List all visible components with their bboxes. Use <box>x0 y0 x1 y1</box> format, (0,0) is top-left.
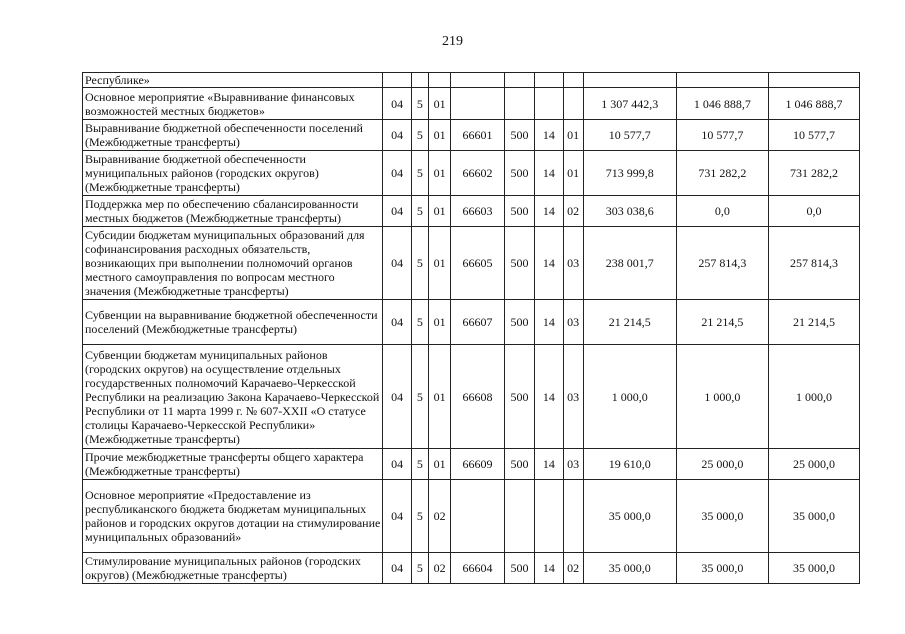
table-cell-expense-type: 500 <box>504 120 534 151</box>
table-cell-subprogram: 02 <box>428 480 450 553</box>
table-cell-program: 5 <box>411 151 428 196</box>
table-cell-direction <box>451 73 505 88</box>
table-cell-direction: 66602 <box>451 151 505 196</box>
table-cell-direction: 66608 <box>451 345 505 449</box>
table-cell-program: 5 <box>411 88 428 120</box>
table-cell-subsection-b <box>563 480 583 553</box>
table-cell-value-3: 257 814,3 <box>768 227 859 300</box>
table-row <box>83 300 860 345</box>
table-cell-direction: 66609 <box>451 449 505 480</box>
table-cell-program: 5 <box>411 449 428 480</box>
table-cell-section: 04 <box>383 345 411 449</box>
table-cell-direction: 66601 <box>451 120 505 151</box>
table-cell-subsection-b <box>563 73 583 88</box>
budget-table <box>82 72 860 584</box>
table-cell-subsection-a: 14 <box>535 151 563 196</box>
table-row <box>83 73 860 88</box>
table-cell-value-1: 1 000,0 <box>583 345 676 449</box>
table-cell-direction: 66605 <box>451 227 505 300</box>
table-row <box>83 151 860 196</box>
table-cell-direction: 66603 <box>451 196 505 227</box>
table-cell-subsection-a <box>535 480 563 553</box>
table-cell-subprogram: 01 <box>428 227 450 300</box>
table-cell-value-3: 25 000,0 <box>768 449 859 480</box>
table-cell-subsection-b <box>563 88 583 120</box>
table-cell-subsection-a: 14 <box>535 449 563 480</box>
table-cell-value-1: 35 000,0 <box>583 553 676 584</box>
table-cell-subsection-b: 03 <box>563 227 583 300</box>
table-cell-section: 04 <box>383 151 411 196</box>
table-cell-value-1 <box>583 73 676 88</box>
table-cell-direction <box>451 480 505 553</box>
table-cell-value-1: 713 999,8 <box>583 151 676 196</box>
table-cell-name: Выравнивание бюджетной обеспеченности муниципальных районов (городских округов) (Межбюджетные трансферты) <box>83 151 383 196</box>
table-row <box>83 345 860 449</box>
table-cell-program: 5 <box>411 480 428 553</box>
table-cell-section: 04 <box>383 300 411 345</box>
table-cell-value-2: 35 000,0 <box>676 553 768 584</box>
table-cell-section: 04 <box>383 480 411 553</box>
table-cell-name: Стимулирование муниципальных районов (городских округов) (Межбюджетные трансферты) <box>83 553 383 584</box>
table-cell-program: 5 <box>411 300 428 345</box>
table-row <box>83 553 860 584</box>
table-cell-subprogram: 01 <box>428 151 450 196</box>
table-cell-name: Субсидии бюджетам муниципальных образований для софинансирования расходных обязательств, возникающих при выполнении полномочий органов местного самоуправления по вопросам местного значения (Межбюджетные трансферты) <box>83 227 383 300</box>
table-cell-subprogram: 01 <box>428 449 450 480</box>
table-cell-section <box>383 73 411 88</box>
table-row <box>83 480 860 553</box>
table-cell-program: 5 <box>411 196 428 227</box>
table-cell-direction: 66607 <box>451 300 505 345</box>
table-cell-name: Прочие межбюджетные трансферты общего характера (Межбюджетные трансферты) <box>83 449 383 480</box>
table-cell-program: 5 <box>411 553 428 584</box>
table-cell-subprogram: 02 <box>428 553 450 584</box>
table-cell-value-3 <box>768 73 859 88</box>
table-cell-value-3: 10 577,7 <box>768 120 859 151</box>
table-cell-program: 5 <box>411 227 428 300</box>
table-cell-value-3: 1 000,0 <box>768 345 859 449</box>
table-cell-subsection-b: 03 <box>563 300 583 345</box>
table-cell-subsection-b: 01 <box>563 120 583 151</box>
table-cell-value-2: 1 000,0 <box>676 345 768 449</box>
table-cell-subsection-b: 03 <box>563 449 583 480</box>
table-cell-section: 04 <box>383 88 411 120</box>
table-cell-value-1: 1 307 442,3 <box>583 88 676 120</box>
table-cell-section: 04 <box>383 449 411 480</box>
table-cell-value-3: 35 000,0 <box>768 480 859 553</box>
table-cell-subprogram: 01 <box>428 120 450 151</box>
table-row <box>83 449 860 480</box>
table-cell-value-1: 21 214,5 <box>583 300 676 345</box>
table-cell-value-2: 257 814,3 <box>676 227 768 300</box>
table-cell-value-3: 731 282,2 <box>768 151 859 196</box>
table-cell-direction: 66604 <box>451 553 505 584</box>
table-cell-program: 5 <box>411 345 428 449</box>
table-cell-subprogram: 01 <box>428 345 450 449</box>
table-cell-expense-type <box>504 73 534 88</box>
table-cell-value-3: 21 214,5 <box>768 300 859 345</box>
table-cell-program: 5 <box>411 120 428 151</box>
table-cell-expense-type: 500 <box>504 227 534 300</box>
table-row <box>83 120 860 151</box>
table-cell-subsection-a: 14 <box>535 300 563 345</box>
table-cell-subprogram: 01 <box>428 196 450 227</box>
table-cell-value-1: 35 000,0 <box>583 480 676 553</box>
table-cell-value-3: 0,0 <box>768 196 859 227</box>
table-cell-expense-type: 500 <box>504 449 534 480</box>
table-cell-expense-type: 500 <box>504 196 534 227</box>
table-cell-value-2: 10 577,7 <box>676 120 768 151</box>
table-cell-name: Субвенции бюджетам муниципальных районов (городских округов) на осуществление отдельных государственных полномочий Карачаево-Черкесской Республики на реализацию Закона Карачаево-Черкесской Республики от 11 марта 1999 г. № 607-XXII «О статусе столицы Карачаево-Черкесской Республики» (Межбюджетные трансферты) <box>83 345 383 449</box>
table-cell-expense-type: 500 <box>504 300 534 345</box>
table-cell-expense-type: 500 <box>504 553 534 584</box>
table-cell-direction <box>451 88 505 120</box>
table-cell-subprogram <box>428 73 450 88</box>
table-cell-value-1: 303 038,6 <box>583 196 676 227</box>
table-cell-program <box>411 73 428 88</box>
table-cell-value-1: 238 001,7 <box>583 227 676 300</box>
table-cell-name: Поддержка мер по обеспечению сбалансированности местных бюджетов (Межбюджетные трансферты) <box>83 196 383 227</box>
table-cell-name: Выравнивание бюджетной обеспеченности поселений (Межбюджетные трансферты) <box>83 120 383 151</box>
table-cell-name: Республике» <box>83 73 383 88</box>
table-cell-value-2: 35 000,0 <box>676 480 768 553</box>
table-cell-expense-type: 500 <box>504 345 534 449</box>
table-cell-section: 04 <box>383 553 411 584</box>
table-cell-subsection-b: 02 <box>563 196 583 227</box>
table-cell-subsection-a <box>535 88 563 120</box>
table-cell-subsection-a: 14 <box>535 227 563 300</box>
table-cell-subsection-a: 14 <box>535 345 563 449</box>
table-cell-value-1: 10 577,7 <box>583 120 676 151</box>
table-cell-section: 04 <box>383 227 411 300</box>
table-cell-value-2: 1 046 888,7 <box>676 88 768 120</box>
table-cell-subsection-a <box>535 73 563 88</box>
table-cell-name: Субвенции на выравнивание бюджетной обеспеченности поселений (Межбюджетные трансферты) <box>83 300 383 345</box>
table-cell-value-2: 25 000,0 <box>676 449 768 480</box>
table-cell-subprogram: 01 <box>428 88 450 120</box>
table-cell-value-2 <box>676 73 768 88</box>
table-cell-subsection-b: 01 <box>563 151 583 196</box>
table-cell-value-2: 21 214,5 <box>676 300 768 345</box>
table-cell-value-1: 19 610,0 <box>583 449 676 480</box>
table-row <box>83 88 860 120</box>
table-row <box>83 196 860 227</box>
table-cell-value-2: 731 282,2 <box>676 151 768 196</box>
table-cell-subsection-b: 02 <box>563 553 583 584</box>
table-cell-section: 04 <box>383 120 411 151</box>
table-row <box>83 227 860 300</box>
table-cell-value-3: 1 046 888,7 <box>768 88 859 120</box>
page-number: 219 <box>442 34 463 49</box>
table-cell-expense-type: 500 <box>504 151 534 196</box>
table-cell-subsection-a: 14 <box>535 120 563 151</box>
table-cell-expense-type <box>504 88 534 120</box>
table-cell-name: Основное мероприятие «Предоставление из республиканского бюджета бюджетам муниципальных районов и городских округов дотации на стимулирование муниципальных образований» <box>83 480 383 553</box>
table-cell-subsection-a: 14 <box>535 553 563 584</box>
table-cell-subsection-b: 03 <box>563 345 583 449</box>
table-cell-subsection-a: 14 <box>535 196 563 227</box>
table-cell-value-2: 0,0 <box>676 196 768 227</box>
table-cell-section: 04 <box>383 196 411 227</box>
table-cell-expense-type <box>504 480 534 553</box>
table-cell-value-3: 35 000,0 <box>768 553 859 584</box>
table-cell-subprogram: 01 <box>428 300 450 345</box>
table-cell-name: Основное мероприятие «Выравнивание финансовых возможностей местных бюджетов» <box>83 88 383 120</box>
